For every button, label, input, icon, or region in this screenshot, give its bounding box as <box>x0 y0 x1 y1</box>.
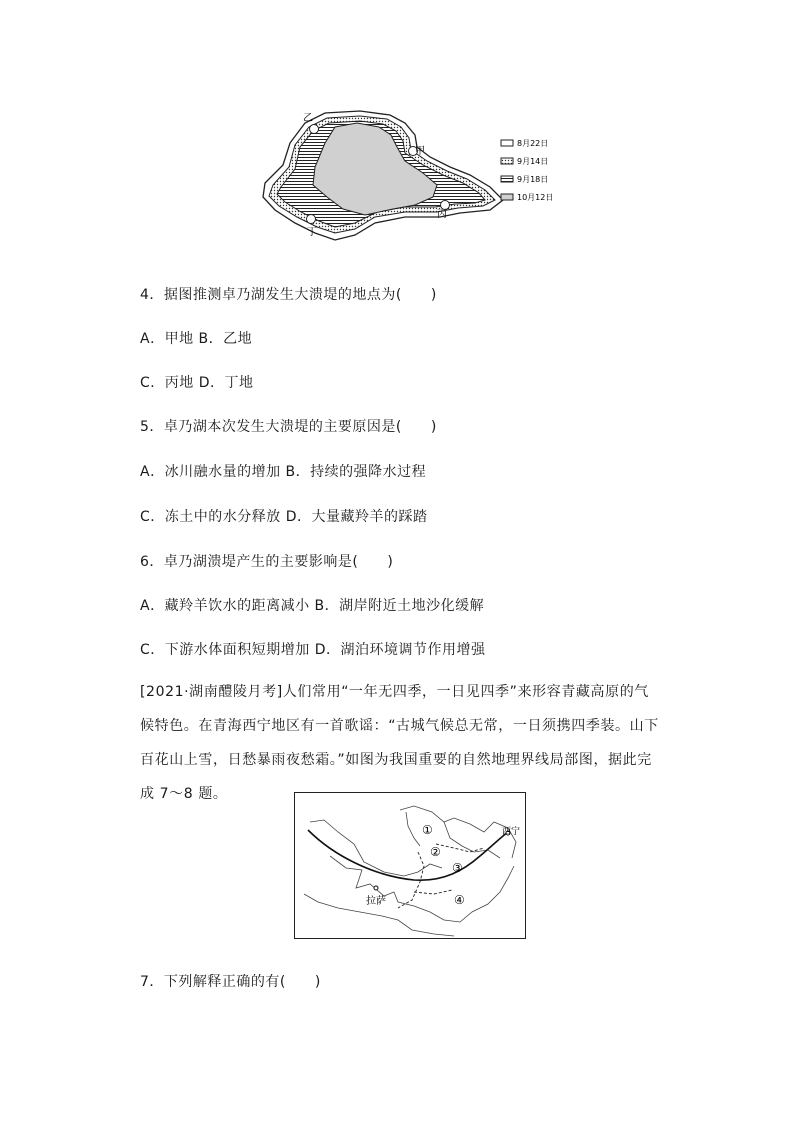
label-lasa: 拉萨 <box>366 896 386 907</box>
passage-text: [2021·湖南醴陵月考]人们常用“一年无四季，一日见四季”来形容青藏高原的气候特色。在青海西宁地区有一首歌谣：“古城气候总无常，一日须携四季装。山下百花山上雪，日愁暴雨夜愁霜。”如图为我国重要的自然地理界线局部图，据此完成 7～8 题。 <box>140 684 659 802</box>
question-4-stem: 4．据图推测卓乃湖发生大溃堤的地点为( ) <box>140 287 437 303</box>
question-5-options-ab: A．冰川融水量的增加 B．持续的强降水过程 <box>140 464 427 480</box>
question-5-stem: 5．卓乃湖本次发生大溃堤的主要原因是( ) <box>140 419 437 435</box>
question-5-options-cd: C．冻土中的水分释放 D．大量藏羚羊的踩踏 <box>140 509 428 525</box>
lake-figure <box>255 105 565 245</box>
point-yi <box>310 125 319 134</box>
legend-aug22: 8月22日 <box>517 139 549 148</box>
label-c4: ④ <box>454 893 465 907</box>
label-bing: 丙 <box>437 209 447 220</box>
question-4-options-ab: A．甲地 B．乙地 <box>140 331 253 347</box>
legend-oct12: 10月12日 <box>517 193 554 202</box>
question-6-options-ab: A．藏羚羊饮水的距离减小 B．湖岸附近土地沙化缓解 <box>140 598 485 614</box>
lake-legend <box>501 139 553 202</box>
question-6-options-cd: C．下游水体面积短期增加 D．湖泊环境调节作用增强 <box>140 642 486 658</box>
legend-sep18: 9月18日 <box>517 175 549 184</box>
label-ding: 丁 <box>307 227 317 238</box>
label-c2: ② <box>430 845 441 859</box>
lasa-marker <box>374 886 378 890</box>
point-ding <box>307 215 316 224</box>
label-c1: ① <box>422 823 433 837</box>
question-6-stem: 6．卓乃湖溃堤产生的主要影响是( ) <box>140 554 394 570</box>
question-4-options-cd: C．丙地 D．丁地 <box>140 375 254 391</box>
label-c3: ③ <box>452 861 463 875</box>
label-yi: 乙 <box>303 113 313 124</box>
label-jia: 甲 <box>415 146 425 157</box>
legend-sep14: 9月14日 <box>517 157 549 166</box>
map-figure <box>294 792 526 939</box>
question-7-stem: 7．下列解释正确的有( ) <box>140 974 321 990</box>
label-xining: 西宁 <box>502 827 521 837</box>
